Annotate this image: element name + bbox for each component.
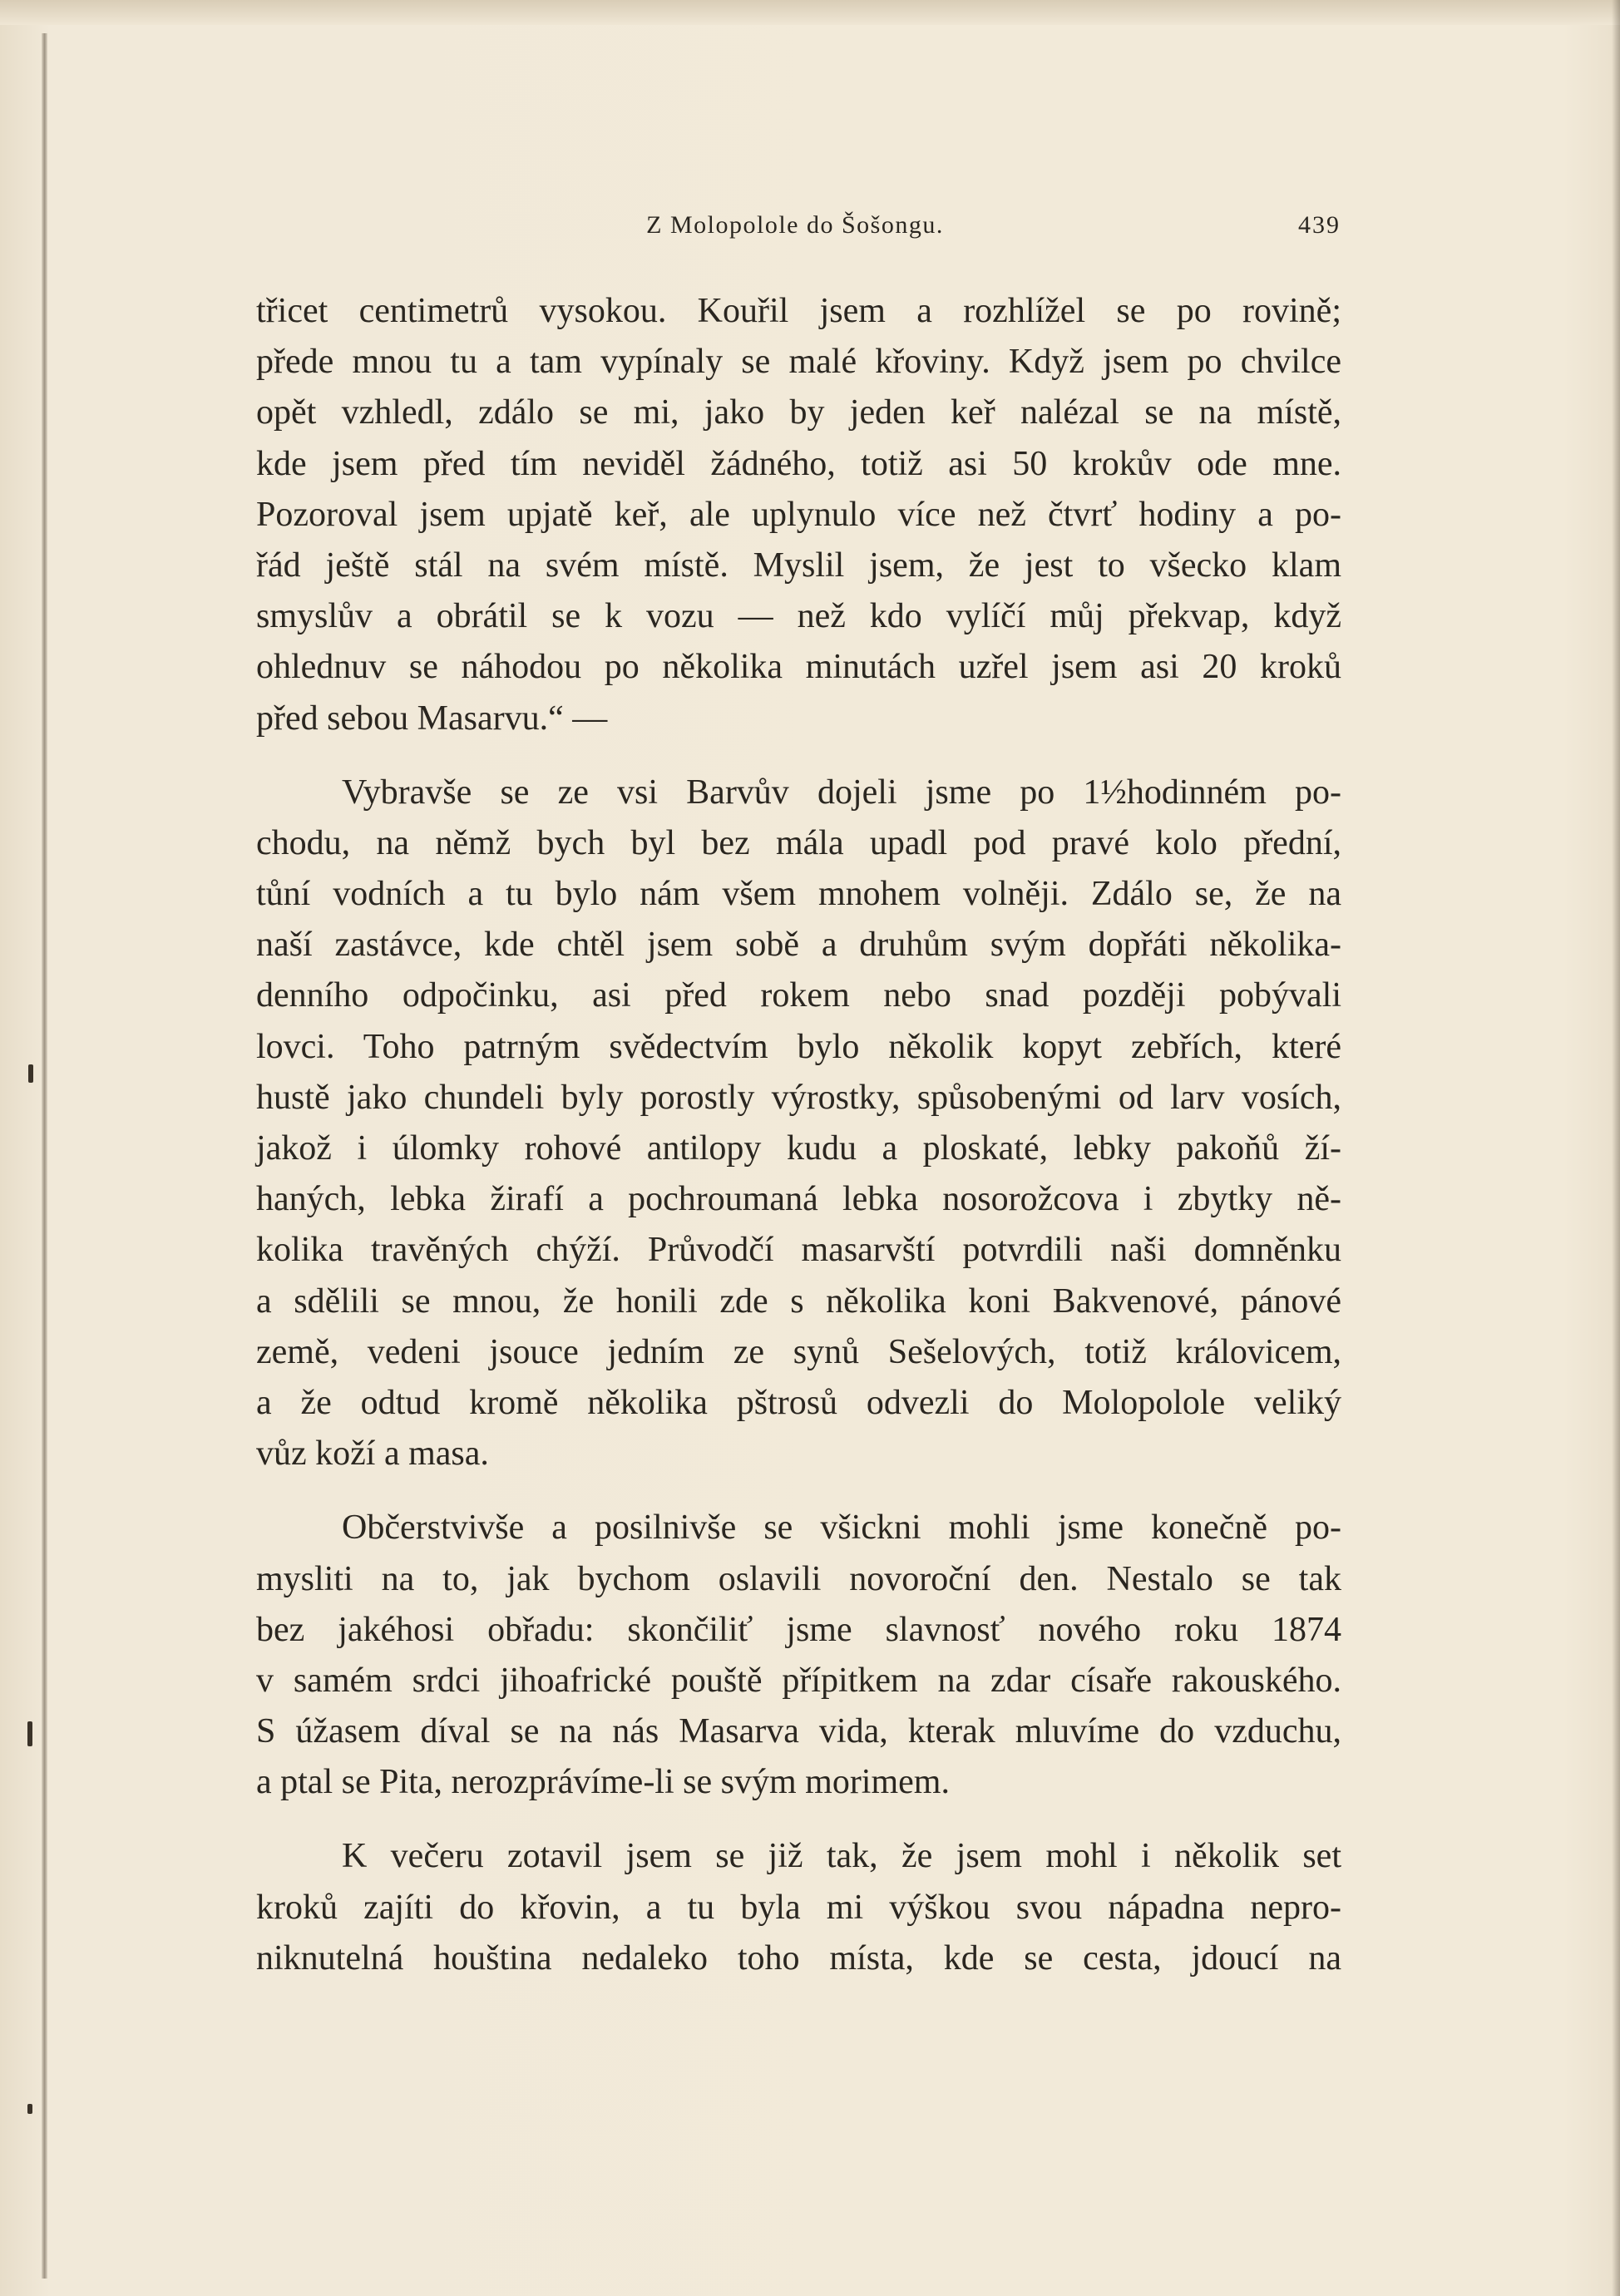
text-line: ohlednuv se náhodou po několika minutách uzřel jsem asi 20 kroků <box>256 648 1341 687</box>
text-line: K večeru zotavil jsem se již tak, že jsem mohl i několik set <box>342 1837 1341 1876</box>
page-right-shadow <box>1612 0 1620 2296</box>
text-line: v samém srdci jihoafrické pouště přípitkem na zdar císaře rakouského. <box>256 1661 1341 1700</box>
text-line: kolika travěných chýží. Průvodčí masarvští potvrdili naši domněnku <box>256 1231 1341 1270</box>
text-line: bez jakéhosi obřadu: skončiliť jsme slavnosť nového roku 1874 <box>256 1610 1341 1649</box>
text-line: tůní vodních a tu bylo nám všem mnohem volněji. Zdálo se, že na <box>256 875 1341 914</box>
text-line: Pozoroval jsem upjatě keř, ale uplynulo více než čtvrť hodiny a po- <box>256 495 1341 534</box>
paragraph <box>256 768 1341 1480</box>
text-line: řád ještě stál na svém místě. Myslil jsem, že jest to všecko klam <box>256 546 1341 585</box>
paragraph <box>256 1503 1341 1808</box>
page-number: 439 <box>1298 211 1341 239</box>
text-line: vůz koží a masa. <box>256 1434 489 1474</box>
text-line: kroků zajíti do křovin, a tu byla mi výškou svou nápadna nepro- <box>256 1888 1341 1927</box>
text-line: a že odtud kromě několika pštrosů odvezli do Molopolole veliký <box>256 1383 1341 1422</box>
margin-mark <box>28 1064 33 1083</box>
book-binding-line <box>42 33 47 2279</box>
text-line: lovci. Toho patrným svědectvím bylo několik kopyt zebřích, které <box>256 1027 1341 1066</box>
paragraph <box>256 286 1341 744</box>
page-top-edge <box>0 0 1620 25</box>
margin-mark <box>27 1721 32 1746</box>
running-title: Z Molopolole do Šošongu. <box>646 211 944 239</box>
text-line: naší zastávce, kde chtěl jsem sobě a druhům svým dopřáti několika- <box>256 926 1341 965</box>
text-line: S úžasem díval se na nás Masarva vida, kterak mluvíme do vzduchu, <box>256 1712 1341 1751</box>
text-line: chodu, na němž bych byl bez mála upadl pod pravé kolo přední, <box>256 823 1341 862</box>
body-text <box>256 286 1341 1984</box>
margin-mark <box>27 2104 32 2114</box>
text-line: země, vedeni jsouce jedním ze synů Sešelových, totiž královicem, <box>256 1332 1341 1371</box>
text-line: niknutelná houština nedaleko toho místa, kde se cesta, jdoucí na <box>256 1938 1341 1978</box>
text-line: a ptal se Pita, nerozprávíme-li se svým morimem. <box>256 1763 950 1802</box>
text-line: mysliti na to, jak bychom oslavili novoroční den. Nestalo se tak <box>256 1559 1341 1598</box>
text-line: Občerstvivše a posilnivše se všickni mohli jsme konečně po- <box>342 1508 1341 1548</box>
text-line: přede mnou tu a tam vypínaly se malé křoviny. Když jsem po chvilce <box>256 343 1341 382</box>
text-line: opět vzhledl, zdálo se mi, jako by jeden keř nalézal se na místě, <box>256 393 1341 432</box>
page-header <box>249 206 1341 248</box>
text-line: jakož i úlomky rohové antilopy kudu a ploskaté, lebky pakoňů ží- <box>256 1129 1341 1168</box>
text-line: Vybravše se ze vsi Barvův dojeli jsme po 1½hodinném po- <box>342 773 1341 812</box>
text-line: před sebou Masarvu.“ — <box>256 699 608 738</box>
text-line: haných, lebka žirafí a pochroumaná lebka nosorožcova i zbytky ně- <box>256 1180 1341 1219</box>
text-line: smyslův a obrátil se k vozu — než kdo vylíčí můj překvap, když <box>256 597 1341 636</box>
text-line: kde jsem před tím neviděl žádného, totiž asi 50 krokův ode mne. <box>256 444 1341 483</box>
text-line: hustě jako chundeli byly porostly výrostky, spůsobenými od larv vosích, <box>256 1078 1341 1117</box>
paragraph <box>256 1831 1341 1984</box>
text-line: denního odpočinku, asi před rokem nebo snad později pobývali <box>256 976 1341 1015</box>
text-line: a sdělili se mnou, že honili zde s několika koni Bakvenové, pánové <box>256 1281 1341 1321</box>
text-line: třicet centimetrů vysokou. Kouřil jsem a rozhlížel se po rovině; <box>256 292 1341 330</box>
